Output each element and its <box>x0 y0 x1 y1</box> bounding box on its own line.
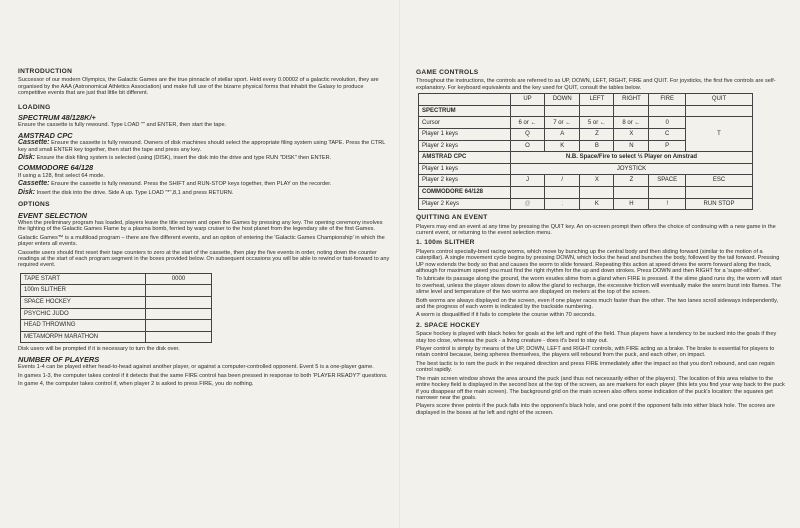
empty-cell <box>686 186 753 198</box>
c64-cassette-text: Ensure the cassette is fully rewound. Press the SHIFT and RUN-STOP keys together, then PLAY on the recorder. <box>51 181 332 188</box>
table-row <box>21 296 212 308</box>
key-cell: X <box>614 129 649 141</box>
key-cell: B <box>580 140 614 152</box>
row-label: Player 1 keys <box>419 163 511 175</box>
table-row <box>21 273 212 285</box>
hockey-text-1: Space hockey is played with black holes for goals at the left and right of the field. Thus players have a tendency to be sucked into the goals if they stay too close, whereas the puck - a living creature - does it's best to stay out. <box>416 331 777 344</box>
table-row <box>21 285 212 297</box>
key-cell: @ <box>511 198 545 210</box>
tape-counter <box>146 308 212 320</box>
key-cell: / <box>545 175 580 187</box>
empty-cell <box>686 105 753 117</box>
key-cell: O <box>511 140 545 152</box>
header-cell: RIGHT <box>614 94 649 106</box>
tape-event: TAPE START <box>21 273 146 285</box>
hockey-text-4: The main screen window shows the area around the puck (and thus not necessarily either of the players). The location of this area relative to the entire hockey field is displayed in the second box at the top of the screen, as are markers for each player (this lets you find your way back to the puck if you disappear off the main screen). The background grid on the main screen also offers some indication of the puck's location: the squares get narrower near the goals. <box>416 375 785 401</box>
event-selection-text-3: Cassette users should first reset their tape counters to zero at the start of the cassette, then play the five events in order, noting down the counter readings at the start of each program segment in the boxes provided below. On subsequent occasions you will be able to rewind or fast-forward to any required event. <box>18 249 390 269</box>
empty-cell <box>614 105 649 117</box>
key-cell: Z <box>614 175 649 187</box>
amstrad-heading: AMSTRAD CPC <box>18 130 73 140</box>
table-row <box>419 175 753 187</box>
players-text-1: Events 1-4 can be played either head-to-head against another player, or against a computer-controlled opponent. Event 5 is a one-player game. <box>18 364 374 371</box>
key-cell: 8 or ← <box>614 117 649 129</box>
key-cell: A <box>545 129 580 141</box>
key-cell: C <box>649 129 686 141</box>
empty-cell <box>545 186 580 198</box>
amstrad-note: N.B. Space/Fire to select ½ Player on Amstrad <box>511 152 753 164</box>
key-cell: 5 or ← <box>580 117 614 129</box>
c64-cassette-label: Cassette: <box>18 180 50 188</box>
header-cell: QUIT <box>686 94 753 106</box>
tape-counter: 0000 <box>146 273 212 285</box>
spectrum-text: Ensure the cassette is fully rewound. Type LOAD "" and ENTER, then start the tape. <box>18 122 227 129</box>
right-page <box>416 70 788 418</box>
key-cell: X <box>580 175 614 187</box>
table-row <box>419 198 753 210</box>
empty-cell <box>649 186 686 198</box>
tape-event: SPACE HOCKEY <box>21 296 146 308</box>
tape-counter <box>146 331 212 343</box>
key-cell: 7 or ← <box>545 117 580 129</box>
introduction-heading: INTRODUCTION <box>18 68 73 75</box>
key-cell: ! <box>649 198 686 210</box>
slither-text-3: Both worms are always displayed on the screen, even if one player races much faster than the other. The two lanes scroll sideways independently, and the progress of each worm is indicated by the trackside numbering. <box>416 297 779 311</box>
row-label: Player 2 Keys <box>419 198 511 210</box>
amstrad-disk <box>18 155 390 161</box>
tape-counter <box>146 296 212 308</box>
key-cell: ; <box>545 198 580 210</box>
tape-event: METAMORPH MARATHON <box>21 331 146 343</box>
tape-counter <box>146 320 212 332</box>
section-label: COMMODORE 64/128 <box>419 186 511 198</box>
tape-event: PSYCHIC JUDO <box>21 308 146 320</box>
key-cell: P <box>649 140 686 152</box>
event-selection-text-2: Galactic Games™ is a multiload program – there are five different events, and an option of entering the 'Galactic Games Championship' in which the player enters all events. <box>18 234 385 248</box>
c64-heading: COMMODORE 64/128 <box>18 163 94 173</box>
header-cell: DOWN <box>545 94 580 106</box>
table-header <box>419 94 753 106</box>
tape-event: HEAD THROWING <box>21 320 146 332</box>
key-cell: H <box>614 198 649 210</box>
table-row <box>21 308 212 320</box>
quit-key-cell: RUN STOP <box>686 198 753 210</box>
introduction-text: Successor of our modern Olympics, the Galactic Games are the true pinnacle of stellar sport. Held every 0.00002 of a galactic revolution, they are organised by the AAA (Astronomical Athletics Association) and make full use of the bizarre physical forms that inhabit the Galaxy to produce competitive events that are just that little bit different. <box>18 77 379 97</box>
quitting-text: Players may end an event at any time by pressing the QUIT key. An on-screen prompt then offers the choice of continuing with a new game in the current event, or returning to the event selection menu. <box>416 223 776 236</box>
slither-text-1: Players control specially-bred racing worms, which move by bunching up the central body and then sliding forward (similar to the motion of a caterpillar). A single movement cycle begins by pressing DOWN, which locks the head and bunches the body, followed by the tail forward. Pressing UP now extends the body so that and causes the worm to slide forward. Repeating this action at speed drives the worm forward along the track, although for maximum speed you must find the right rhythm for the up and down strokes. Press DOWN and then RIGHT for a 'super-slither'. <box>416 248 780 274</box>
quit-key-cell: T <box>686 117 753 152</box>
table-row <box>419 117 753 129</box>
row-label: Player 1 keys <box>419 129 511 141</box>
row-label: Cursor <box>419 117 511 129</box>
empty-cell <box>511 105 545 117</box>
amstrad-cassette-text: Ensure the cassette is fully rewound. Owners of disk machines should select the appropriate filing system using TAPE. Press the CTRL key and small ENTER key together, then start the tape and press any key. <box>18 140 386 153</box>
row-label: Player 2 keys <box>419 175 511 187</box>
c64-disk-text: Insert the disk into the drive. Side A up. Type LOAD "*",8,1 and press RETURN. <box>36 189 234 196</box>
c64-disk <box>18 190 390 196</box>
empty-cell <box>511 186 545 198</box>
table-row <box>419 163 753 175</box>
key-cell: SPACE <box>649 175 686 187</box>
loading-heading: LOADING <box>18 103 51 111</box>
amstrad-disk-text: Ensure the disk filing system is selected (using |DISK), insert the disk into the drive and type RUN "DISK" then ENTER. <box>36 155 332 162</box>
table-row <box>21 320 212 332</box>
table-row <box>21 331 212 343</box>
key-cell: K <box>545 140 580 152</box>
slither-heading: 1. 100m SLITHER <box>416 239 475 247</box>
c64-cassette <box>18 181 390 187</box>
c64-text: If using a 128, first select 64 mode. <box>18 172 105 179</box>
empty-cell <box>649 105 686 117</box>
key-cell: 6 or ← <box>511 117 545 129</box>
key-cell: Z <box>580 129 614 141</box>
hockey-text-3: The best tactic is to ram the puck in the required direction and press FIRE immediately after the impact so that you don't rebound, and can regain control rapidly. <box>416 360 775 374</box>
amstrad-cassette <box>18 140 390 153</box>
empty-cell <box>545 105 580 117</box>
hockey-text-5: Players score three points if the puck falls into the opponent's black hole, and one point if the opponent falls into either black hole. The scores are displayed in the boxes at far left and right of the screen. <box>416 403 775 416</box>
section-label: AMSTRAD CPC <box>419 152 511 164</box>
tape-counter-table <box>20 273 212 344</box>
c64-disk-label: Disk: <box>18 188 36 196</box>
controls-table <box>418 93 753 210</box>
quit-key-cell: ESC <box>686 175 753 187</box>
number-of-players-heading: NUMBER OF PLAYERS <box>18 354 100 364</box>
players-text-2: In games 1-3, the computer takes control if it detects that the same FIRE control has been pressed in response to both 'PLAYER READY?' questions. <box>18 372 388 379</box>
game-controls-text: Throughout the instructions, the controls are referred to as UP, DOWN, LEFT, RIGHT, FIRE and QUIT. For joysticks, the first five controls are self-explanatory. For keyboard equivalents and the key used for QUIT, consult the tables below. <box>416 78 776 91</box>
empty-cell <box>580 105 614 117</box>
header-cell: UP <box>511 94 545 106</box>
table-row <box>419 152 753 164</box>
empty-cell <box>614 186 649 198</box>
game-controls-heading: GAME CONTROLS <box>416 69 479 76</box>
hockey-text-2: Player control is simply by means of the UP, DOWN, LEFT and RIGHT controls, with FIRE acting as a brake. The brake is essential for players to retain control because, being spheres themselves, the players will rebound from the puck, and each other, on impact. <box>416 346 775 359</box>
slither-text-4: A worm is disqualified if it fails to complete the course within 70 seconds. <box>416 312 596 319</box>
cassette-label: Cassette: <box>18 139 50 147</box>
disk-label: Disk: <box>18 154 36 162</box>
key-cell: Q <box>511 129 545 141</box>
key-cell: K <box>580 198 614 210</box>
row-label: Player 2 keys <box>419 140 511 152</box>
table-row <box>419 105 753 117</box>
empty-cell <box>580 186 614 198</box>
section-label: SPECTRUM <box>419 105 511 117</box>
joystick-cell: JOYSTICK <box>511 163 753 175</box>
header-cell: LEFT <box>580 94 614 106</box>
key-cell: J <box>511 175 545 187</box>
page-fold <box>399 0 401 528</box>
header-cell <box>419 94 511 106</box>
left-page <box>18 66 390 389</box>
key-cell: 0 <box>649 117 686 129</box>
slither-text-2: To lubricate its passage along the ground, the worm exudes slime from a gland when FIRE is pressed. If the slime gland runs dry, the worm will start to overheat, unless the player slows down to allow the gland to recharge, the excessive friction will eventually make the worm burst into flames. The slime level and temperature of the two worms are displayed on meters at the top of the screen. <box>416 276 782 296</box>
disk-users-note: Disk users will be prompted if it is necessary to turn the disk over. <box>18 346 180 353</box>
options-heading: OPTIONS <box>18 201 50 209</box>
header-cell: FIRE <box>649 94 686 106</box>
spectrum-heading: SPECTRUM 48/128K/+ <box>18 113 96 123</box>
key-cell: N <box>614 140 649 152</box>
tape-event: 100m SLITHER <box>21 285 146 297</box>
tape-counter <box>146 285 212 297</box>
table-row <box>419 186 753 198</box>
event-selection-text-1: When the preliminary program has loaded, players leave the title screen and open the Games by pressing any key. The opening ceremony involves the lighting of the Galactic Games Flame by a plasma bomb, ferried by warp cruiser to the host planet from the legendary site of the first Games. <box>18 219 383 233</box>
hockey-heading: 2. SPACE HOCKEY <box>416 321 481 329</box>
event-selection-heading: EVENT SELECTION <box>18 210 87 220</box>
players-text-3: In game 4, the computer takes control if, when player 2 is asked to press FIRE, you do nothing. <box>18 380 254 387</box>
quitting-heading: QUITTING AN EVENT <box>416 214 488 222</box>
